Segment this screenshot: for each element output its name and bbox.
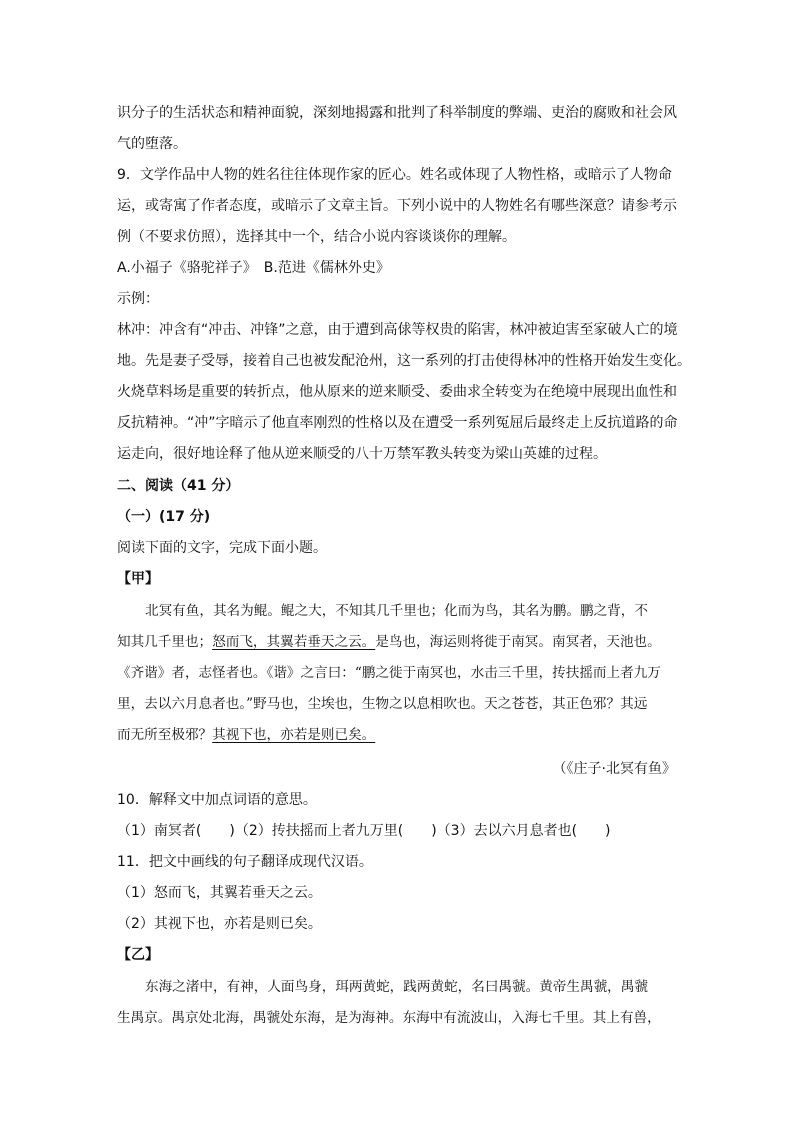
question-11-item-1: （1）怒而飞，其翼若垂天之云。 — [117, 885, 322, 901]
question-9-line-1: 9．文学作品中人物的姓名往往体现作家的匠心。姓名或体现了人物性格，或暗示了人物命 — [117, 167, 672, 183]
passage-jia-label: 【甲】 — [117, 571, 159, 587]
section-2-title: 二、阅读（41 分） — [117, 478, 240, 494]
passage-jia-line-1: 北冥有鱼，其名为鲲。鲲之大，不知其几千里也；化而为鸟，其名为鹏。鹏之背，不 — [145, 603, 648, 619]
underlined-sentence-1: 怒而飞，其翼若垂天之云。 — [212, 634, 376, 650]
example-line-4: 反抗精神。“冲”字暗示了他直率刚烈的性格以及在遭受一系列冤屈后最终走上反抗道路的命 — [117, 415, 678, 431]
section-2-sub-title: （一）(17 分) — [117, 509, 211, 525]
intro-line-2: 气的堕落。 — [117, 136, 187, 152]
example-label: 示例： — [117, 291, 159, 307]
question-9-line-3: 例（不要求仿照），选择其中一个，结合小说内容谈谈你的理解。 — [117, 229, 516, 245]
underlined-sentence-2: 其视下也，亦若是则已矣。 — [212, 727, 376, 743]
section-2-instruction: 阅读下面的文字，完成下面小题。 — [117, 540, 327, 556]
passage-jia-line-2: 知其几千里也；怒而飞，其翼若垂天之云。是鸟也，海运则将徙于南冥。南冥者，天池也。 — [117, 634, 661, 650]
example-line-2: 地。先是妻子受辱，接着自己也被发配沧州，这一系列的打击使得林冲的性格开始发生变化。 — [117, 353, 691, 369]
question-9-line-2: 运，或寄寓了作者态度，或暗示了文章主旨。下列小说中的人物姓名有哪些深意？请参考示 — [117, 198, 677, 214]
passage-jia-source: （《庄子·北冥有鱼》 — [552, 761, 676, 777]
passage-yi-line-2: 生禺京。禺京处北海，禺虢处东海，是为海神。东海中有流波山，入海七千里。其上有兽， — [117, 1010, 661, 1026]
question-10-title: 10．解释文中加点词语的意思。 — [117, 792, 317, 808]
question-9-options: A.小福子《骆驼祥子》 B.范进《儒林外史》 — [117, 260, 390, 276]
example-line-5: 运走向，很好地诠释了他从逆来顺受的八十万禁军教头转变为梁山英雄的过程。 — [117, 446, 607, 462]
passage-yi-label: 【乙】 — [117, 947, 159, 963]
question-11-title: 11．把文中画线的句子翻译成现代汉语。 — [117, 854, 373, 870]
passage-jia-line-5: 而无所至极邪？其视下也，亦若是则已矣。 — [117, 727, 376, 743]
passage-jia-line-3: 《齐谐》者，志怪者也。《谐》之言曰：“鹏之徙于南冥也，水击三千里，抟扶摇而上者九万 — [117, 665, 661, 681]
question-11-item-2: （2）其视下也，亦若是则已矣。 — [117, 916, 322, 932]
intro-line-1: 识分子的生活状态和精神面貌，深刻地揭露和批判了科举制度的弊端、吏治的腐败和社会风 — [117, 105, 677, 121]
question-10-items: （1）南冥者( )（2）抟扶摇而上者九万里( )（3）去以六月息者也( ) — [117, 823, 611, 839]
example-line-1: 林冲：冲含有“冲击、冲锋”之意，由于遭到高俅等权贵的陷害，林冲被迫害至家破人亡的境 — [117, 322, 678, 338]
passage-yi-line-1: 东海之渚中，有神，人面鸟身，珥两黄蛇，践两黄蛇，名曰禺虢。黄帝生禺虢，禺虢 — [145, 979, 648, 995]
example-line-3: 火烧草料场是重要的转折点，他从原来的逆来顺受、委曲求全转变为在绝境中展现出血性和 — [117, 384, 677, 400]
passage-jia-line-4: 里，去以六月息者也。”野马也，尘埃也，生物之以息相吹也。天之苍苍，其正色邪？其远 — [117, 696, 648, 712]
